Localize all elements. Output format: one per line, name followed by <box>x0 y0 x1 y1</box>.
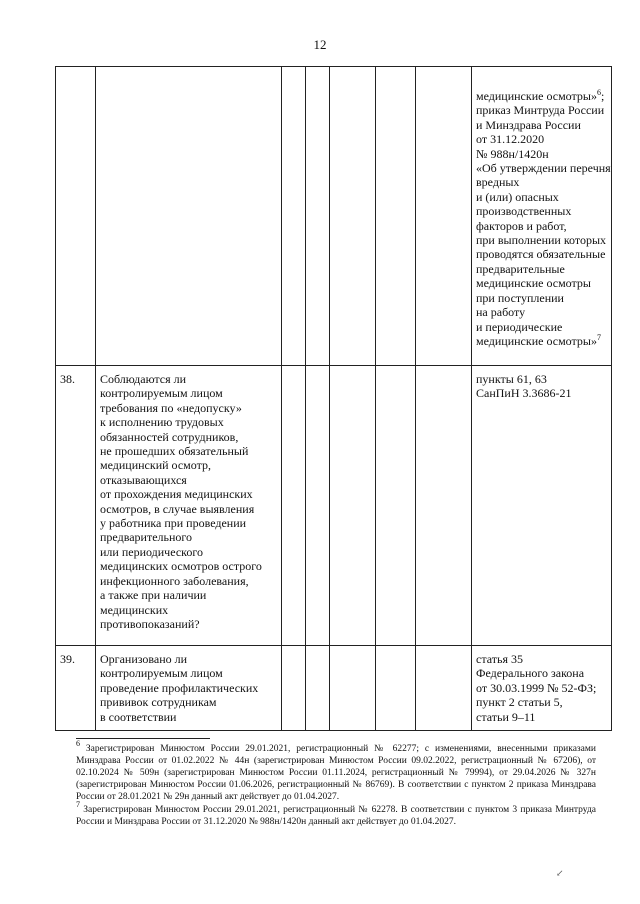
footnote-ref: 6 <box>596 88 601 97</box>
footnotes <box>76 739 596 829</box>
number-cell <box>56 67 96 366</box>
requirement-line: от прохождения медицинских <box>100 487 253 502</box>
answer-na-cell <box>330 366 376 646</box>
requirement-line: а также при наличии <box>100 588 207 603</box>
requirement-cell <box>96 646 282 731</box>
reference-line: пункты 61, 63 <box>476 372 547 386</box>
footnote-divider <box>76 738 210 739</box>
reference-line: пункт 2 статьи 5, <box>476 695 563 710</box>
requirement-line: к исполнению трудовых <box>100 415 224 430</box>
reference-line: проводятся обязательные <box>476 247 606 262</box>
reference-line: производственных <box>476 204 572 219</box>
comment-cell <box>416 366 472 646</box>
reference-line: предварительные <box>476 261 565 276</box>
page-number: 12 <box>313 37 327 52</box>
reference-line: Федерального закона <box>476 666 585 681</box>
requirement-line: Соблюдаются ли <box>100 372 187 386</box>
requirement-line: в соответствии <box>100 709 177 724</box>
answer-no-cell <box>306 646 330 731</box>
footnote-6 <box>76 739 596 803</box>
reference-cell <box>472 366 612 646</box>
reference-line: от 30.03.1999 № 52-ФЗ; <box>476 680 597 695</box>
reference-line: № 988н/1420н <box>476 146 549 161</box>
requirement-line: инфекционного заболевания, <box>100 573 249 588</box>
answer-yes-cell <box>282 646 306 731</box>
requirement-line: осмотров, в случае выявления <box>100 501 255 516</box>
footnote-7 <box>76 800 596 828</box>
reference-cell <box>472 67 612 366</box>
reference-line: и периодические <box>476 319 563 334</box>
table-row-38 <box>56 366 612 646</box>
reference-line: статья 35 <box>476 652 523 666</box>
requirement-line: медицинских осмотров острого <box>100 559 262 574</box>
requirement-line: медицинский осмотр, <box>100 458 212 473</box>
reference-line: «Об утверждении перечня <box>476 161 611 176</box>
requirement-line: у работника при проведении <box>100 516 247 531</box>
handwritten-mark: ↙ <box>556 868 564 878</box>
footnote-marker: 6 <box>76 739 80 748</box>
answer-na-cell <box>330 646 376 731</box>
row-number: 38. <box>56 366 96 646</box>
reference-line: на работу <box>476 305 526 320</box>
reference-line: факторов и работ, <box>476 218 567 233</box>
requirement-line: не прошедших обязательный <box>100 444 249 459</box>
reference-line: и Минздрава России <box>476 117 581 132</box>
requirement-line: медицинских <box>100 602 169 617</box>
table-row-continued <box>56 67 612 366</box>
requirement-line: прививок сотрудникам <box>100 695 217 710</box>
answer-no-cell <box>306 67 330 366</box>
requirement-line: требования по «недопуску» <box>100 400 242 415</box>
reference-line: медицинские осмотры <box>476 276 591 291</box>
answer-yes-cell <box>282 366 306 646</box>
reference-line: от 31.12.2020 <box>476 132 545 147</box>
requirement-line: контролируемым лицом <box>100 386 223 401</box>
answer-yes-cell <box>282 67 306 366</box>
punct: ; <box>600 89 605 103</box>
reference-line: при выполнении которых <box>476 233 607 248</box>
requirement-line: проведение профилактических <box>100 680 259 695</box>
extra-cell <box>376 646 416 731</box>
reference-line: вредных <box>476 175 520 190</box>
answer-no-cell <box>306 366 330 646</box>
footnote-text: Зарегистрирован Минюстом России 29.01.2021, регистрационный № 62277; с изменениями, внесенными приказами Минздрава России от 01.02.2022 № 44н (зарегистрирован Минюстом России 09.02.2022, регистрационный № 67206), от 02.10.2024 № 509н (зарегистрирован Минюстом России 01.11.2024, регистрационный № 79994), от 29.04.2026 № 327н (зарегистрирован Минюстом России 01.06.2026, регистрационный № 86769). В соответствии с пунктом 2 приказа Минздрава России от 28.01.2021 № 29н данный акт действует до 01.04.2027. <box>76 744 596 802</box>
requirement-cell <box>96 67 282 366</box>
answer-na-cell <box>330 67 376 366</box>
table-row-39 <box>56 646 612 731</box>
reference-cell <box>472 646 612 731</box>
requirement-line: Организовано ли <box>100 652 188 666</box>
requirements-table <box>55 66 612 731</box>
row-number: 39. <box>56 646 96 731</box>
footnote-marker: 7 <box>76 800 80 809</box>
reference-line: при поступлении <box>476 290 564 305</box>
comment-cell <box>416 646 472 731</box>
footnote-ref: 7 <box>596 332 601 342</box>
footnote-text: Зарегистрирован Минюстом России 29.01.2021, регистрационный № 62278. В соответствии с пунктом 3 приказа Минтруда России и Минздрава России от 31.12.2020 № 988н/1420н данный акт действует до 01.04.2027. <box>76 805 596 827</box>
reference-line: и (или) опасных <box>476 189 559 204</box>
extra-cell <box>376 366 416 646</box>
requirement-line: контролируемым лицом <box>100 666 223 681</box>
reference-line: СанПиН 3.3686-21 <box>476 386 572 401</box>
extra-cell <box>376 67 416 366</box>
requirement-line: отказывающихся <box>100 472 187 487</box>
reference-line: медицинские осмотры» <box>476 333 597 348</box>
comment-cell <box>416 67 472 366</box>
reference-line: медицинские осмотры» <box>476 89 597 103</box>
requirement-line: или периодического <box>100 544 204 559</box>
requirement-line: предварительного <box>100 530 193 545</box>
requirement-cell <box>96 366 282 646</box>
reference-line: приказ Минтруда России <box>476 103 605 118</box>
reference-line: статьи 9–11 <box>476 709 536 724</box>
requirement-line: обязанностей сотрудников, <box>100 429 239 444</box>
requirement-line: противопоказаний? <box>100 616 200 631</box>
